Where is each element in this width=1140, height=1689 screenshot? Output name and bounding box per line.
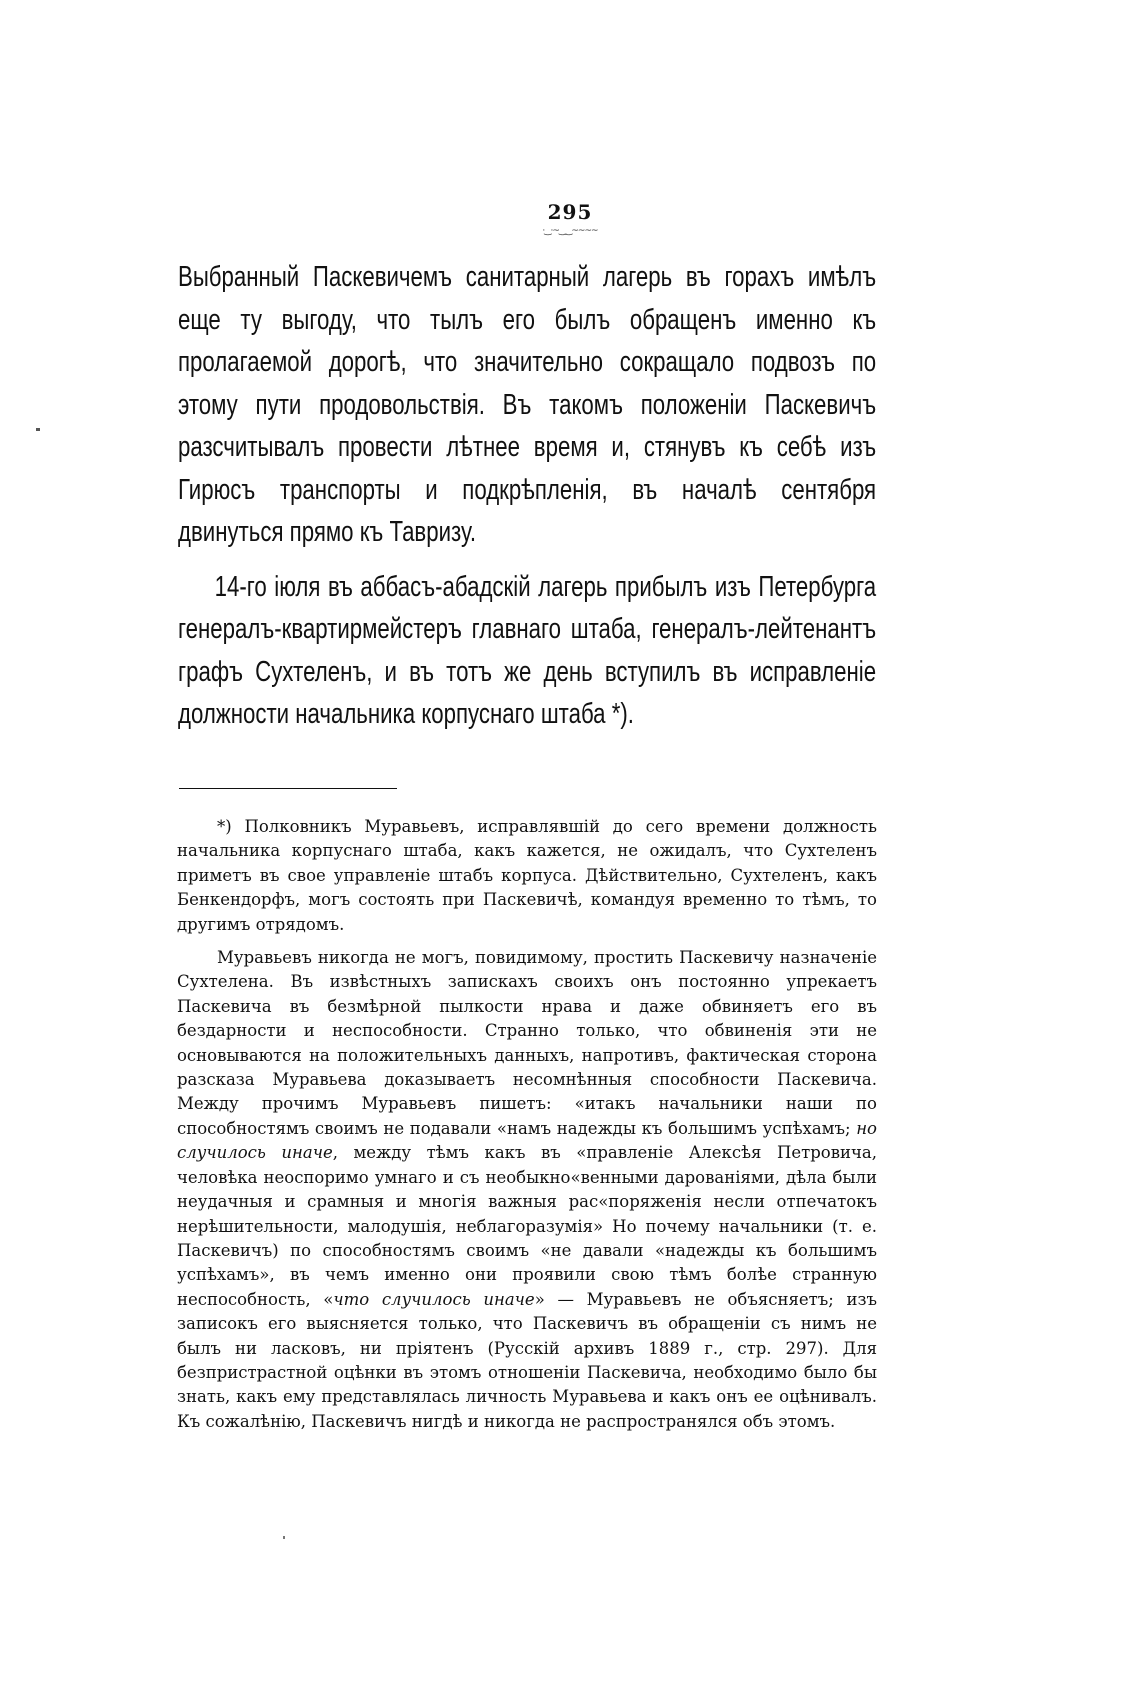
footnote-divider (179, 788, 397, 789)
footnote-text: Муравьевъ никогда не могъ, повидимому, простить Паскевичу назначеніе Сухтелена. Въ извѣстныхъ запискахъ своихъ онъ постоянно упрекаетъ Паскевича въ безмѣрной пылкости нрава и даже обвиняетъ его въ бездарности и неспособности. Странно только, что обвиненія эти не основываются на положительныхъ данныхъ, напротивъ, фактическая сторона разсказа Муравьева доказываетъ несомнѣнныя способности Паскевича. Между прочимъ Муравьевъ пишетъ: «итакъ начальники наши по способностямъ своимъ не подавали «намъ надежды къ большимъ успѣхамъ; (177, 948, 877, 1138)
footnote-paragraph: *) Полковникъ Муравьевъ, исправлявшій до сего времени должность начальника корпуснаго штаба, какъ кажется, не ожидалъ, что Сухтеленъ приметъ въ свое управленіе штабъ корпуса. Дѣйствительно, Сухтеленъ, какъ Бенкендорфъ, могъ состоять при Паскевичѣ, командуя временно то тѣмъ, то другимъ отрядомъ. (177, 817, 877, 934)
footnote-italic-quote: что случилось иначе (333, 1289, 535, 1309)
scan-speck (283, 1536, 285, 1539)
footnote-paragraph (177, 946, 877, 1434)
margin-mark (36, 428, 40, 431)
page-number: 295 (547, 200, 593, 224)
footnote-text: , между тѣмъ какъ въ «правленіе Алексѣя Петровича, человѣка неоспоримо умнаго и съ необыкно«венными дарованіями, дѣла были неудачныя и срамныя и многія важныя рас«поряженія несли отпечатокъ нерѣшительности, малодушія, неблагоразумія» Но почему начальники (т. е. Паскевичъ) по способностямъ своимъ «не давали «надежды къ большимъ успѣхамъ», въ чемъ именно они проявили свою тѣмъ болѣе странную неспособность, « (177, 1143, 877, 1309)
footnote-italic-quote: но случилось иначе (177, 1118, 877, 1163)
main-paragraph: Выбранный Паскевичемъ санитарный лагерь въ горахъ имѣлъ еще ту выгоду, что тылъ его былъ обращенъ именно къ пролагаемой дорогѣ, что значительно сокращало подвозъ по этому пути продовольствія. Въ такомъ положеніи Паскевичъ разсчитывалъ провести лѣтнее время и, стянувъ къ себѣ изъ Гирюсъ транспорты и подкрѣпленія, въ началѣ сентября двинуться прямо къ Тавризу. (178, 261, 877, 548)
main-paragraph: 14-го іюля въ аббасъ-абадскій лагерь прибылъ изъ Петербурга генералъ-квартирмейстеръ главнаго штаба, генералъ-лейтенантъ графъ Сухтеленъ, и въ тотъ же день вступилъ въ исправленіе должности начальника корпуснаго штаба *). (178, 570, 877, 730)
page-number-ornament: ·‿·~‿‿~~~~ (542, 226, 598, 236)
footnote-text: » — Муравьевъ не объясняетъ; изъ записокъ его выясняется только, что Паскевичъ въ обращеніи съ нимъ не былъ ни ласковъ, ни пріятенъ (Русскій архивъ 1889 г., стр. 297). Для безпристрастной оцѣнки въ этомъ отношеніи Паскевича, необходимо было бы знать, какъ ему представлялась личность Муравьева и какъ онъ ее оцѣнивалъ. Къ сожалѣнію, Паскевичъ нигдѣ и никогда не распространялся объ этомъ. (177, 1289, 877, 1431)
footnotes (177, 815, 877, 1434)
main-text (178, 256, 877, 736)
